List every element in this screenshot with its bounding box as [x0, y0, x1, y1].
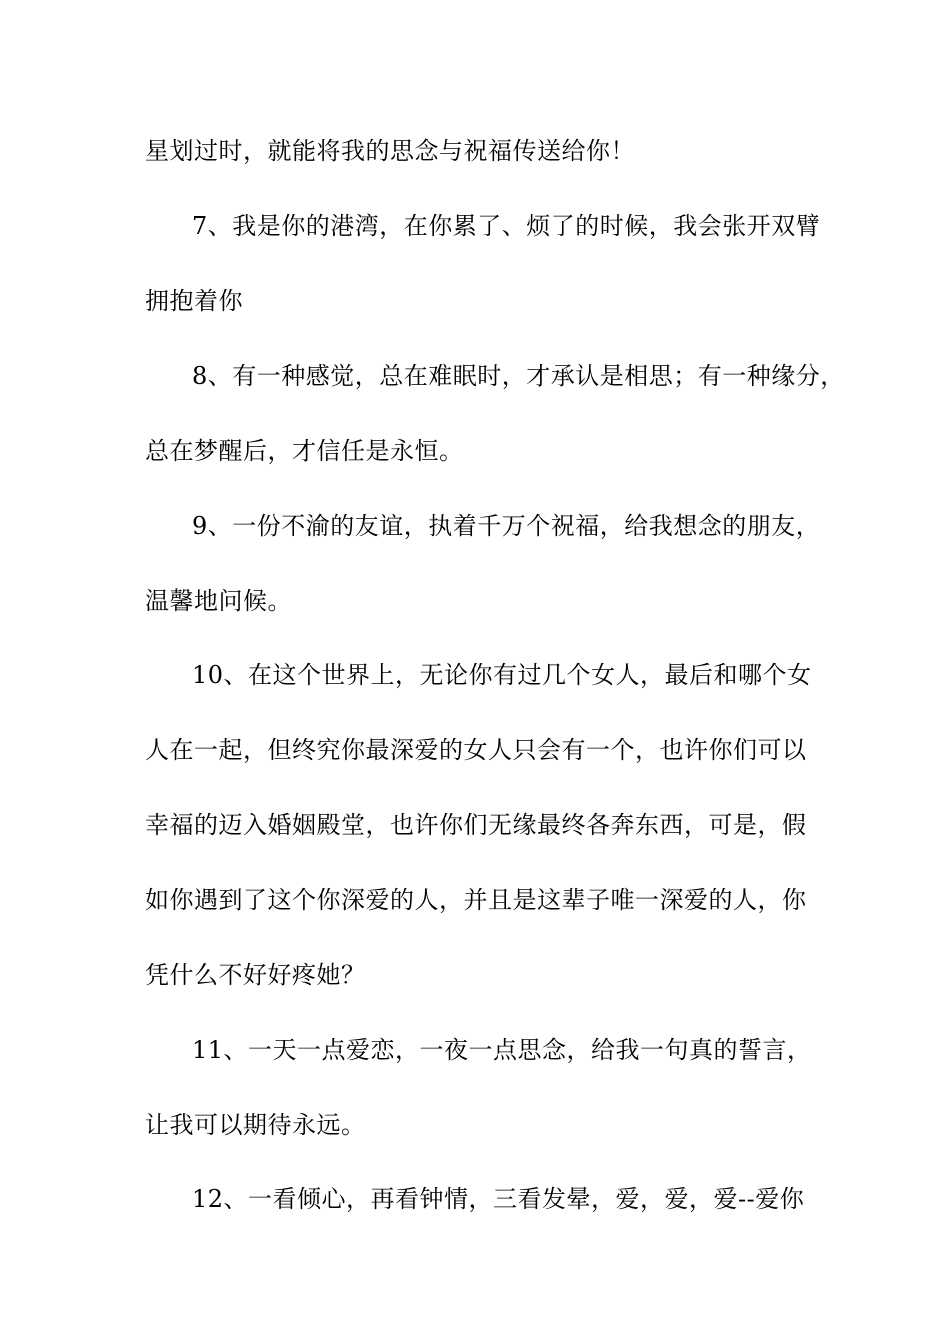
paragraph-item-11-line-2: 让我可以期待永远。: [145, 1111, 366, 1139]
paragraph-item-10-line-4: 如你遇到了这个你深爱的人，并且是这辈子唯一深爱的人，你: [145, 886, 807, 914]
paragraph-item-10-line-5: 凭什么不好好疼她？: [145, 961, 366, 989]
paragraph-item-12-line-1: 12、一看倾心，再看钟情，三看发晕，爱，爱，爱--爱你: [192, 1185, 805, 1213]
paragraph-item-7-line-1: 7、我是你的港湾，在你累了、烦了的时候，我会张开双臂: [192, 212, 821, 240]
paragraph-item-8-line-1: 8、有一种感觉，总在难眠时，才承认是相思；有一种缘分，: [192, 362, 845, 390]
paragraph-item-10-line-3: 幸福的迈入婚姻殿堂，也许你们无缘最终各奔东西，可是，假: [145, 811, 807, 839]
paragraph-item-8-line-2: 总在梦醒后，才信任是永恒。: [145, 437, 464, 465]
paragraph-item-11-line-1: 11、一天一点爱恋，一夜一点思念，给我一句真的誓言，: [192, 1036, 812, 1064]
paragraph-item-7-line-2: 拥抱着你: [145, 287, 243, 315]
paragraph-item-9-line-1: 9、一份不渝的友谊，执着千万个祝福，给我想念的朋友，: [192, 512, 821, 540]
paragraph-item-10-line-1: 10、在这个世界上，无论你有过几个女人，最后和哪个女: [192, 661, 812, 689]
paragraph-item-10-line-2: 人在一起，但终究你最深爱的女人只会有一个，也许你们可以: [145, 736, 807, 764]
paragraph-item-9-line-2: 温馨地问候。: [145, 587, 292, 615]
text-line: 星划过时，就能将我的思念与祝福传送给你！: [145, 137, 635, 165]
